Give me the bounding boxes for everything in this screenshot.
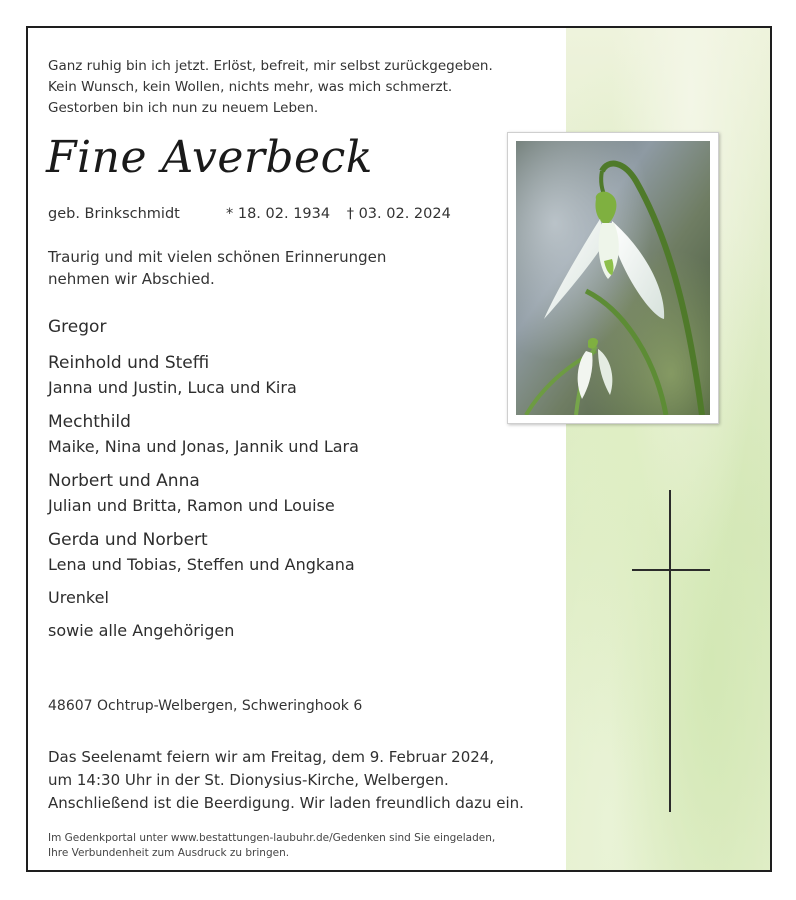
- family-group: [48, 409, 359, 459]
- family-sub: Maike, Nina und Jonas, Jannik und Lara: [48, 437, 359, 456]
- poem-line: Kein Wunsch, kein Wollen, nichts mehr, was mich schmerzt.: [48, 79, 453, 95]
- birth-date: * 18. 02. 1934: [226, 206, 331, 222]
- poem-line: Gestorben bin ich nun zu neuem Leben.: [48, 100, 319, 116]
- poem: [48, 56, 493, 119]
- family-list: [48, 314, 359, 643]
- family-head: Urenkel: [48, 588, 109, 607]
- family-group: [48, 468, 359, 518]
- birth-name: geb. Brinkschmidt: [48, 206, 180, 222]
- family-group: [48, 314, 359, 340]
- family-sub: Julian und Britta, Ramon und Louise: [48, 496, 335, 515]
- address: 48607 Ochtrup-Welbergen, Schweringhook 6: [48, 698, 363, 714]
- family-sub: Lena und Tobias, Steffen und Angkana: [48, 555, 355, 574]
- service-info: [48, 746, 524, 815]
- mourning-text: [48, 246, 386, 290]
- footer-note: [48, 831, 495, 861]
- photo-frame: [507, 132, 719, 424]
- obituary-card: [26, 26, 772, 872]
- family-group: [48, 350, 359, 400]
- cross-icon: [632, 490, 710, 812]
- family-head: Gerda und Norbert: [48, 530, 208, 550]
- poem-line: Ganz ruhig bin ich jetzt. Erlöst, befreit, mir selbst zurückgegeben.: [48, 58, 493, 74]
- family-group: [48, 586, 359, 610]
- service-line: um 14:30 Uhr in der St. Dionysius-Kirche, Welbergen.: [48, 771, 449, 789]
- footer-line: Ihre Verbundenheit zum Ausdruck zu bringen.: [48, 847, 290, 859]
- service-line: Das Seelenamt feiern wir am Freitag, dem 9. Februar 2024,: [48, 748, 495, 766]
- family-head: Reinhold und Steffi: [48, 353, 210, 373]
- family-head: Mechthild: [48, 412, 131, 432]
- snowdrop-flower-photo: [516, 141, 710, 415]
- footer-line: Im Gedenkportal unter www.bestattungen-laubuhr.de/Gedenken sind Sie eingeladen,: [48, 832, 496, 844]
- deceased-name: Fine Averbeck: [46, 132, 373, 183]
- family-group: [48, 527, 359, 577]
- family-sub: Janna und Justin, Luca und Kira: [48, 378, 297, 397]
- death-date: † 03. 02. 2024: [346, 206, 451, 222]
- family-head: sowie alle Angehörigen: [48, 621, 235, 640]
- family-group: [48, 619, 359, 643]
- life-dates: [226, 206, 463, 222]
- family-head: Gregor: [48, 317, 107, 337]
- mourning-line: nehmen wir Abschied.: [48, 270, 215, 288]
- family-head: Norbert und Anna: [48, 471, 200, 491]
- service-line: Anschließend ist die Beerdigung. Wir laden freundlich dazu ein.: [48, 794, 524, 812]
- mourning-line: Traurig und mit vielen schönen Erinnerungen: [48, 248, 387, 266]
